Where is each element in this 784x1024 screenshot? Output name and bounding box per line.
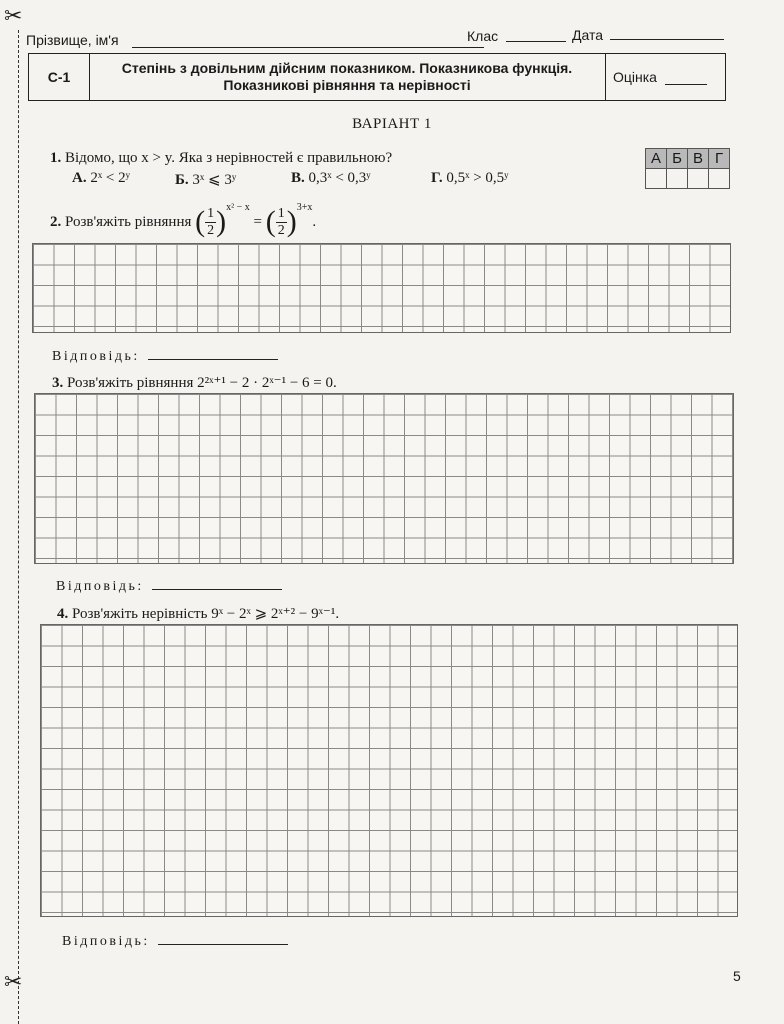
choice-header-a: А [646, 149, 667, 169]
date-label: Дата [572, 27, 604, 43]
answer-label: Відповідь: [52, 349, 140, 364]
cut-line [18, 30, 19, 1024]
page-number: 5 [733, 968, 741, 984]
scissors-icon: ✂ [4, 970, 23, 995]
work-grid-task-2[interactable] [32, 243, 731, 333]
task-1 [50, 150, 392, 167]
class-field[interactable] [506, 27, 566, 42]
task-3-number: 3. [52, 375, 64, 391]
answer-label: Відповідь: [56, 579, 144, 594]
choice-cell-b[interactable] [667, 169, 688, 189]
work-title-line1: Степінь з довільним дійсним показником. Показникова функція. [121, 60, 573, 76]
title-box [28, 53, 726, 101]
answer-line-task-4 [62, 932, 288, 950]
answer-label: Відповідь: [62, 934, 150, 949]
choice-cell-v[interactable] [688, 169, 709, 189]
work-title-line2: Показникові рівняння та нерівності [223, 77, 471, 93]
answer-field-task-4[interactable] [158, 932, 288, 945]
task-1-options [72, 170, 592, 190]
work-grid-task-3[interactable] [34, 393, 734, 564]
surname-label: Прізвище, ім'я [26, 32, 119, 48]
answer-line-task-2 [52, 347, 278, 365]
choice-header-b: Б [667, 149, 688, 169]
surname-field[interactable] [132, 32, 484, 48]
choice-header-v: В [688, 149, 709, 169]
work-code: С-1 [29, 54, 90, 100]
task-1-text: Відомо, що x > y. Яка з нерівностей є правильною? [65, 150, 393, 166]
choice-header-g: Г [709, 149, 730, 169]
option-a[interactable]: А. 2ˣ < 2ʸ [72, 170, 131, 186]
fraction-right: $\frac{1}{2}$ [277, 205, 285, 238]
grade-label: Оцінка [613, 69, 657, 85]
task-3 [52, 373, 337, 392]
answer-line-task-3 [56, 577, 282, 595]
answer-field-task-2[interactable] [148, 347, 278, 360]
task-4-number: 4. [57, 606, 69, 622]
class-label: Клас [467, 28, 499, 44]
exponent-left: x² − x [226, 202, 250, 213]
student-info-row [26, 26, 726, 48]
date-field[interactable] [610, 26, 724, 40]
task-2-text: Розв'яжіть рівняння [65, 213, 192, 230]
work-title [89, 54, 606, 100]
fraction-left: $\frac{1}{2}$ [207, 205, 215, 238]
variant-heading: ВАРІАНТ 1 [352, 116, 432, 132]
task-2: 2. Розв'яжіть рівняння ( $\frac{1}{2}$ ) $^{x^2 - x}$ = ( $\frac{1}{2}$ ) $^{3+x}$ . [50, 202, 317, 238]
scissors-icon: ✂ [4, 4, 23, 29]
option-g[interactable]: Г. 0,5ˣ > 0,5ʸ [431, 170, 509, 186]
choice-cell-g[interactable] [709, 169, 730, 189]
option-b[interactable]: Б. 3ˣ ⩽ 3ʸ [175, 172, 237, 188]
grade-cell [605, 54, 725, 100]
exponent-right: 3+x [296, 202, 313, 213]
task-2-number: 2. [50, 213, 62, 230]
answer-choice-table [645, 148, 730, 189]
work-grid-task-4[interactable] [40, 624, 738, 917]
choice-cell-a[interactable] [646, 169, 667, 189]
task-4-text: Розв'яжіть нерівність 9ˣ − 2ˣ ⩾ 2ˣ⁺² − 9ˣ⁻¹. [72, 606, 340, 622]
option-v[interactable]: В. 0,3ˣ < 0,3ʸ [291, 170, 371, 186]
task-4 [57, 604, 339, 623]
grade-field[interactable] [665, 70, 707, 85]
answer-field-task-3[interactable] [152, 577, 282, 590]
task-3-text: Розв'яжіть рівняння 2²ˣ⁺¹ − 2 · 2ˣ⁻¹ − 6 = 0. [67, 375, 337, 391]
task-1-number: 1. [50, 150, 62, 166]
